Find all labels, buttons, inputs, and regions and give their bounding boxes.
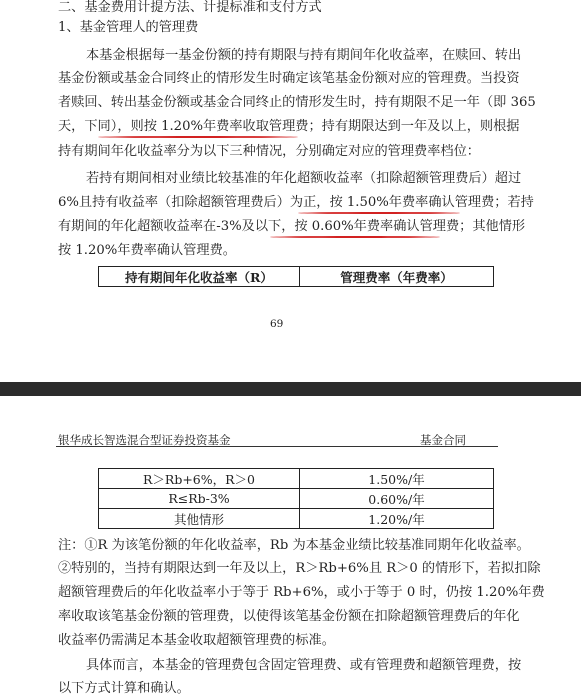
red-underline bbox=[270, 236, 440, 238]
note-line: 超额管理费后的年化收益率小于等于 Rb+6%，或小于等于 0 时，仍按 1.20%年费 bbox=[58, 585, 545, 600]
highlight-fee-rate-1-20: 按 1.20%年费率收取管理费 bbox=[143, 119, 309, 134]
paragraph-line: 有期间的年化超额收益率在-3%及以下，按 0.60%年费率确认管理费；其他情形 bbox=[58, 219, 526, 234]
table-cell: 0.60%/年 bbox=[300, 489, 494, 509]
table-row bbox=[99, 489, 494, 509]
highlight-fee-rate-0-60: 按 0.60%年费率确认管理费 bbox=[294, 219, 460, 234]
table-cell: 1.20%/年 bbox=[300, 509, 494, 529]
note-line: 注：①R 为该笔份额的年化收益率，Rb 为本基金业绩比较基准同期年化收益率。 bbox=[58, 538, 530, 553]
running-header-section: 基金合同 bbox=[420, 433, 466, 447]
subsection-title: 1、基金管理人的管理费 bbox=[58, 20, 199, 35]
paragraph-line: 持有期间年化收益率分为以下三种情况，分别确定对应的管理费率档位： bbox=[58, 144, 480, 159]
fee-table-header bbox=[98, 266, 494, 287]
fee-table-body bbox=[98, 468, 494, 529]
paragraph-line: 者赎回、转出基金份额或基金合同终止的情形发生时，持有期限不足一年（即 365 bbox=[58, 95, 536, 110]
page-separator bbox=[0, 382, 581, 396]
paragraph-line: 按 1.20%年费率确认管理费。 bbox=[58, 243, 236, 258]
table-cell: R＞Rb+6%，R＞0 bbox=[99, 469, 300, 489]
red-underline bbox=[98, 136, 298, 138]
table-cell: 其他情形 bbox=[99, 509, 300, 529]
paragraph-line: 具体而言，本基金的管理费包含固定管理费、或有管理费和超额管理费，按 bbox=[86, 658, 522, 673]
table-header-cell: 管理费率（年费率） bbox=[300, 267, 494, 287]
table-row bbox=[99, 509, 494, 529]
paragraph-line: 以下方式计算和确认。 bbox=[58, 681, 190, 696]
paragraph-line: 若持有期间相对业绩比较基准的年化超额收益率（扣除超额管理费后）超过 bbox=[86, 171, 522, 186]
paragraph-line: 6%且持有收益率（扣除超额管理费后）为正，按 1.50%年费率确认管理费；若持 bbox=[58, 195, 534, 210]
note-line: 率收取该笔基金份额的管理费，以使得该笔基金份额在扣除超额管理费后的年化 bbox=[58, 609, 520, 624]
table-row bbox=[99, 469, 494, 489]
red-underline bbox=[298, 212, 460, 214]
running-header-title: 银华成长智选混合型证券投资基金 bbox=[58, 433, 231, 447]
page-number: 69 bbox=[270, 318, 284, 330]
table-cell: R≤Rb-3% bbox=[99, 489, 300, 509]
paragraph-line: 本基金根据每一基金份额的持有期限与持有期间年化收益率，在赎回、转出 bbox=[86, 48, 522, 63]
note-line: ②特别的，当持有期限达到一年及以上，R＞Rb+6%且 R＞0 的情形下，若拟扣除 bbox=[58, 561, 541, 576]
section-title: 二、基金费用计提方法、计提标准和支付方式 bbox=[58, 0, 322, 15]
note-line: 收益率仍需满足本基金收取超额管理费的标准。 bbox=[58, 633, 335, 648]
table-cell: 1.50%/年 bbox=[300, 469, 494, 489]
table-header-cell: 持有期间年化收益率（R） bbox=[99, 267, 300, 287]
highlight-fee-rate-1-50: 按 1.50%年费率确认管理费 bbox=[329, 195, 495, 210]
header-rule bbox=[56, 446, 498, 447]
paragraph-line: 天，下同），则按 1.20%年费率收取管理费；持有期限达到一年及以上，则根据 bbox=[58, 119, 520, 134]
paragraph-line: 基金份额或基金合同终止的情形发生时确定该笔基金份额对应的管理费。当投资 bbox=[58, 71, 520, 86]
